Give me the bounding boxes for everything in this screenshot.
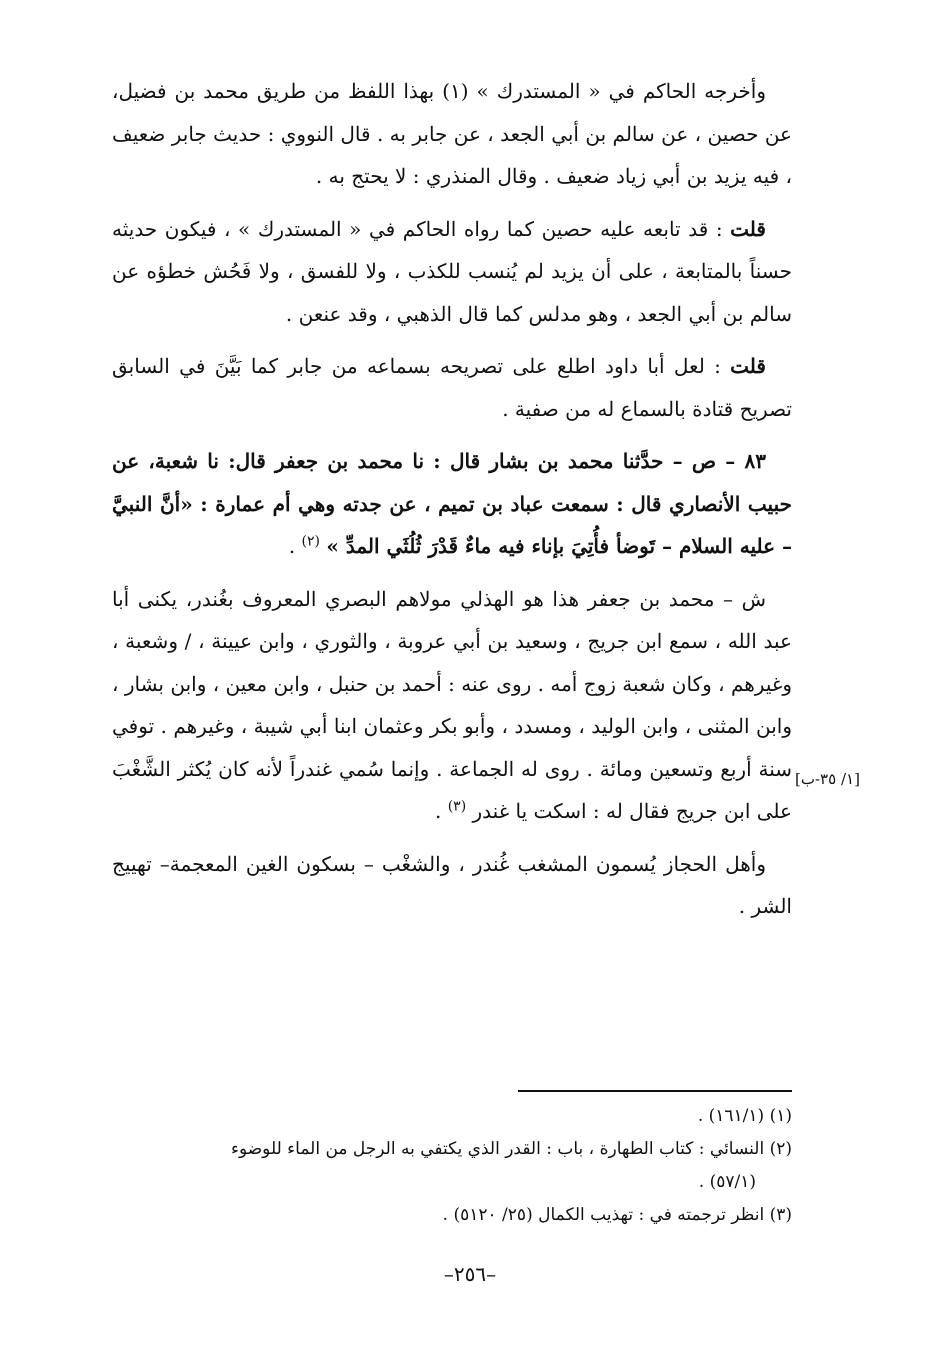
paragraph-2-text: : قد تابعه عليه حصين كما رواه الحاكم في « المستدرك » ، فيكون حديثه حسناً بالمتابعة ، على أن يزيد لم يُنسب للكذب ، ولا للفسق ، ولا فَحُش خطؤه عن سالم بن أبي الجعد ، وهو مدلس كما قال الذهبي ، وقد عنعن . xyxy=(112,216,792,326)
footnote-3: (٣) انظر ترجمته في : تهذيب الكمال (٢٥/ ٥١٢٠) . xyxy=(442,1205,792,1225)
footnote-ref-2: (٢) xyxy=(301,533,321,550)
paragraph-2-lead: قلت xyxy=(730,216,766,241)
footnote-2-continued: (٥٧/١) . xyxy=(698,1172,756,1192)
hadith-83 xyxy=(112,440,792,568)
paragraph-2 xyxy=(112,208,792,336)
page-number: –٢٥٦– xyxy=(443,1262,497,1286)
paragraph-3-lead: قلت xyxy=(730,354,766,378)
hadith-text: ٨٣ – ص – حدَّثنا محمد بن بشار قال : نا محمد بن جعفر قال: نا شعبة، عن حبيب الأنصاري قال : سمعت عباد بن تميم ، عن جدته وهي أم عمارة : «أنَّ النبيَّ – عليه السلام – تَوضأ فأُتِيَ بإناء فيه ماءٌ قَدْرَ ثُلُثَي المدِّ » xyxy=(112,449,792,558)
footnote-2: (٢) النسائي : كتاب الطهارة ، باب : القدر الذي يكتفي به الرجل من الماء للوضوء xyxy=(230,1139,792,1159)
paragraph-3-text: : لعل أبا داود اطلع على تصريحه بسماعه من جابر كما بَيَّنَ في السابق تصريح قتادة بالسماع له من صفية . xyxy=(112,354,792,421)
paragraph-3 xyxy=(112,345,792,430)
paragraph-6: وأهل الحجاز يُسمون المشغب غُندر ، والشغْب – بسكون الغين المعجمة– تهييج الشر . xyxy=(112,851,792,918)
footnote-ref-3: (٣) xyxy=(447,798,467,815)
footnotes xyxy=(112,1100,792,1232)
footnote-1: (١) (١٦١/١) . xyxy=(697,1106,792,1126)
paragraph-5-end: . xyxy=(434,799,448,823)
paragraph-1: وأخرجه الحاكم في « المستدرك » (١) بهذا اللفظ من طريق محمد بن فضيل، عن حصين ، عن سالم بن أبي الجعد ، عن جابر به . قال النووي : حديث جابر ضعيف ، فيه يزيد بن أبي زياد ضعيف . وقال المنذري : لا يحتج به . xyxy=(112,79,792,188)
manuscript-folio-note: [١/ ٣٥-ب] xyxy=(795,770,860,788)
paragraph-5 xyxy=(112,578,792,833)
paragraph-5-text: ش – محمد بن جعفر هذا هو الهذلي مولاهم البصري المعروف بغُندر، يكنى أبا عبد الله ، سمع ابن جريج ، وسعيد بن أبي عروبة ، والثوري ، وابن عيينة ، / وشعبة ، وغيرهم ، وكان شعبة زوج أمه . روى عنه : أحمد بن حنبل ، وابن معين ، وابن بشار ، وابن المثنى ، وابن الوليد ، ومسدد ، وأبو بكر وعثمان ابنا أبي شيبة ، وغيرهم . توفي سنة أربع وتسعين ومائة . روى له الجماعة . وإنما سُمي غندراً لأنه كان يُكثر الشَّغْبَ على ابن جريج فقال له : اسكت يا غندر xyxy=(112,586,792,823)
hadith-end: . xyxy=(288,534,302,558)
footnote-divider xyxy=(518,1090,792,1092)
